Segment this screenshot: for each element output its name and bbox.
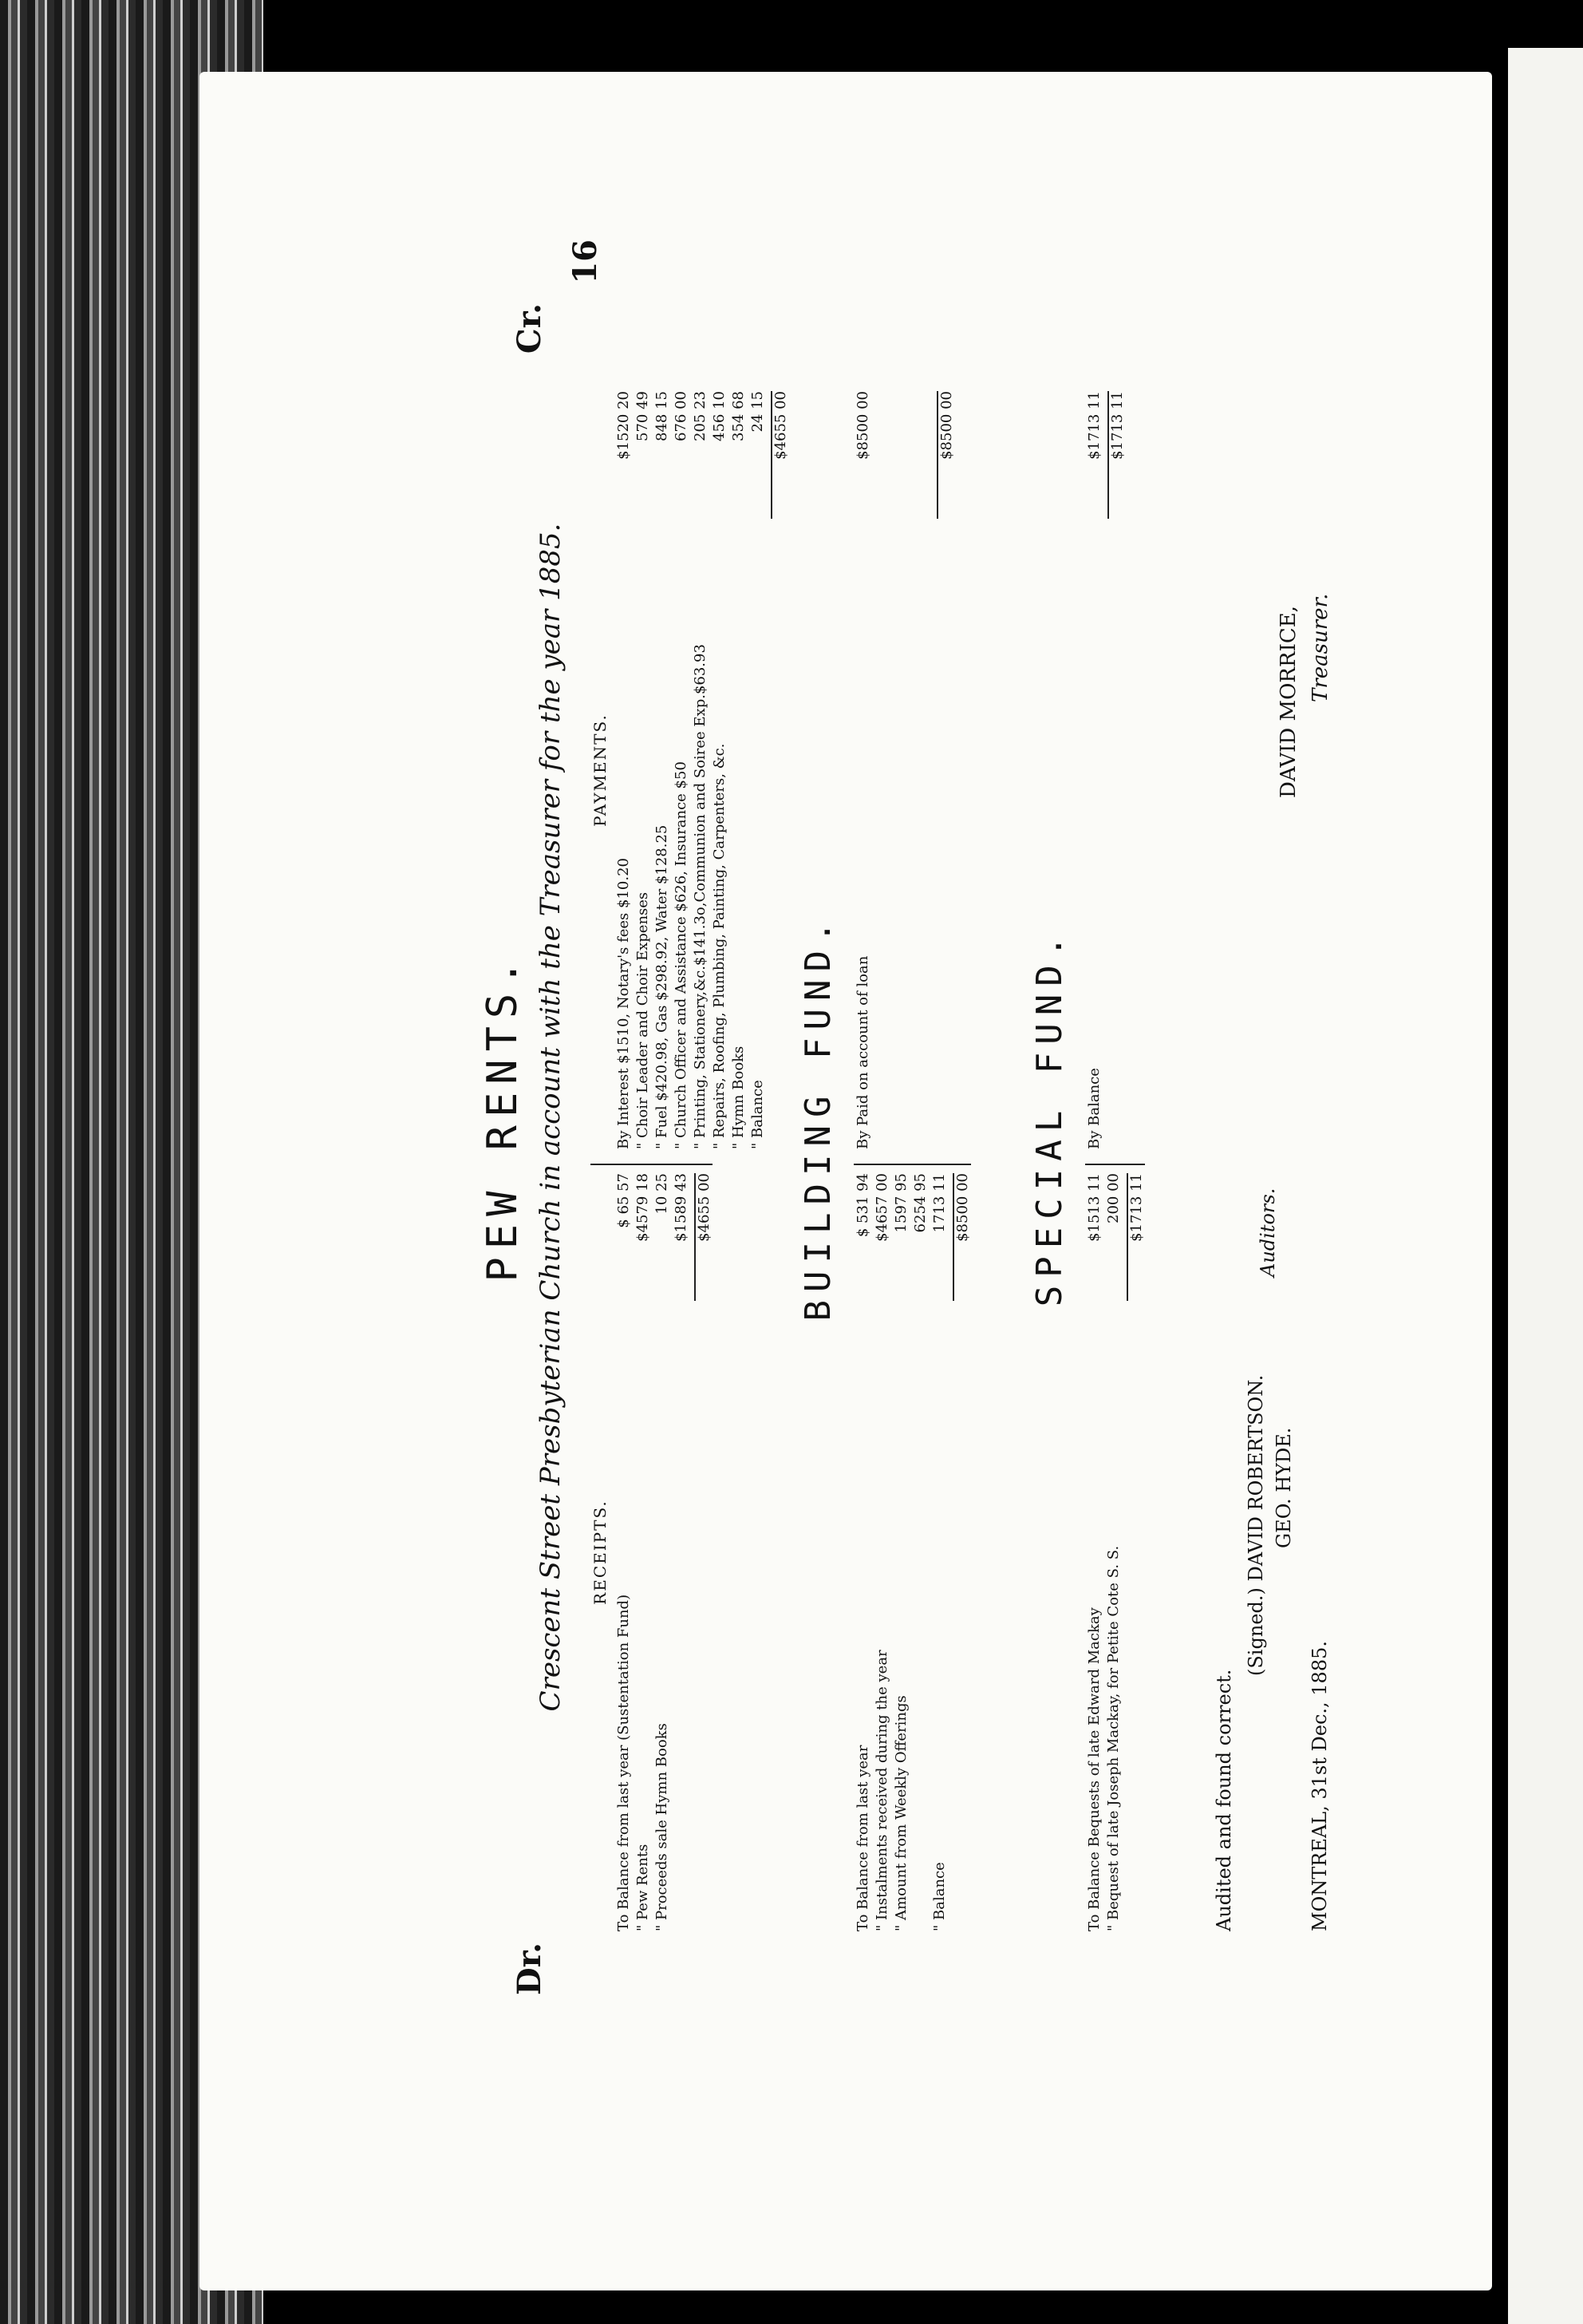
- place-date: MONTREAL, 31st Dec., 1885.: [1309, 1641, 1331, 1931]
- special-fund-title: SPECIAL FUND.: [1029, 927, 1070, 1307]
- payment-row: By Paid on account of loan $8500 00: [855, 391, 871, 1149]
- payment-row: " Hymn Books 354 68: [730, 391, 747, 1149]
- special-payments-total: $1713 11: [1107, 391, 1126, 519]
- payment-row: By Balance $1713 11: [1086, 391, 1103, 1149]
- receipt-row: " Pew Rents $4579 18: [634, 1173, 651, 1931]
- pew-rents-payments: [590, 391, 789, 1149]
- audited-statement: Audited and found correct.: [1213, 1669, 1235, 1931]
- payment-row: " Repairs, Roofing, Plumbing, Painting, Carpenters, &c. 456 10: [711, 391, 728, 1149]
- payment-row: " Fuel $420.98, Gas $298.92, Water $128.25 848 15: [653, 391, 670, 1149]
- payment-row: By Interest $1510, Notary's fees $10.20 $1520 20: [615, 391, 632, 1149]
- receipt-row: To Balance from last year $ 531 94: [855, 1173, 871, 1931]
- receipt-row: To Balance from last year (Sustentation Fund) $ 65 57: [615, 1173, 632, 1931]
- receipt-row: To Balance Bequests of late Edward Mackay $1513 11: [1086, 1173, 1103, 1931]
- receipts-total: $4655 00: [694, 1173, 713, 1301]
- debit-label: Dr.: [511, 1942, 548, 1995]
- page-number: 16: [566, 239, 604, 284]
- building-payments-total: $8500 00: [937, 391, 955, 519]
- auditors-label: Auditors.: [1257, 1188, 1279, 1277]
- building-fund-receipts: [854, 1164, 971, 1931]
- receipt-row: " Instalments received during the year $4657 00: [874, 1173, 890, 1931]
- receipt-row: 6254 95: [912, 1173, 929, 1233]
- special-receipts-total: $1713 11: [1127, 1173, 1145, 1301]
- account-subtitle: Crescent Street Presbyterian Church in account with the Treasurer for the year 1885.: [535, 523, 566, 1712]
- pew-rents-title: PEW RENTS.: [479, 952, 527, 1283]
- receipt-row: $1589 43: [673, 1173, 689, 1242]
- payment-row: " Church Officer and Assistance $626, Insurance $50 676 00: [673, 391, 689, 1149]
- receipt-row: " Balance 1713 11: [931, 1173, 948, 1931]
- credit-label: Cr.: [511, 303, 548, 354]
- building-fund-payments: [854, 391, 955, 1149]
- payments-heading: PAYMENTS.: [590, 713, 610, 827]
- auditor-signature-2: GEO. HYDE.: [1273, 1427, 1295, 1548]
- rotated-ledger-content: [479, 239, 1516, 1995]
- receipt-row: " Proceeds sale Hymn Books 10 25: [653, 1173, 670, 1931]
- special-fund-receipts: [1085, 1164, 1145, 1931]
- treasurer-title: Treasurer.: [1309, 593, 1332, 702]
- auditor-signature-1: (Signed.) DAVID ROBERTSON.: [1245, 1374, 1267, 1676]
- special-fund-payments: [1085, 391, 1126, 1149]
- facing-page-edge: [1508, 48, 1583, 2324]
- payment-row: " Printing, Stationery,&c.$141.3o,Communion and Soiree Exp.$63.93 205 23: [692, 391, 709, 1149]
- payment-row: " Choir Leader and Choir Expenses 570 49: [634, 391, 651, 1149]
- receipts-heading: RECEIPTS.: [590, 1500, 610, 1605]
- receipt-row: " Bequest of late Joseph Mackay, for Petite Cote S. S. 200 00: [1105, 1173, 1122, 1931]
- pew-rents-receipts: [590, 1164, 713, 1931]
- building-receipts-total: $8500 00: [953, 1173, 971, 1301]
- building-fund-title: BUILDING FUND.: [798, 913, 839, 1322]
- receipt-row: " Amount from Weekly Offerings 1597 95: [893, 1173, 910, 1931]
- payments-total: $4655 00: [771, 391, 789, 519]
- treasurer-name: DAVID MORRICE,: [1277, 606, 1301, 798]
- payment-row: " Balance 24 15: [749, 391, 766, 1149]
